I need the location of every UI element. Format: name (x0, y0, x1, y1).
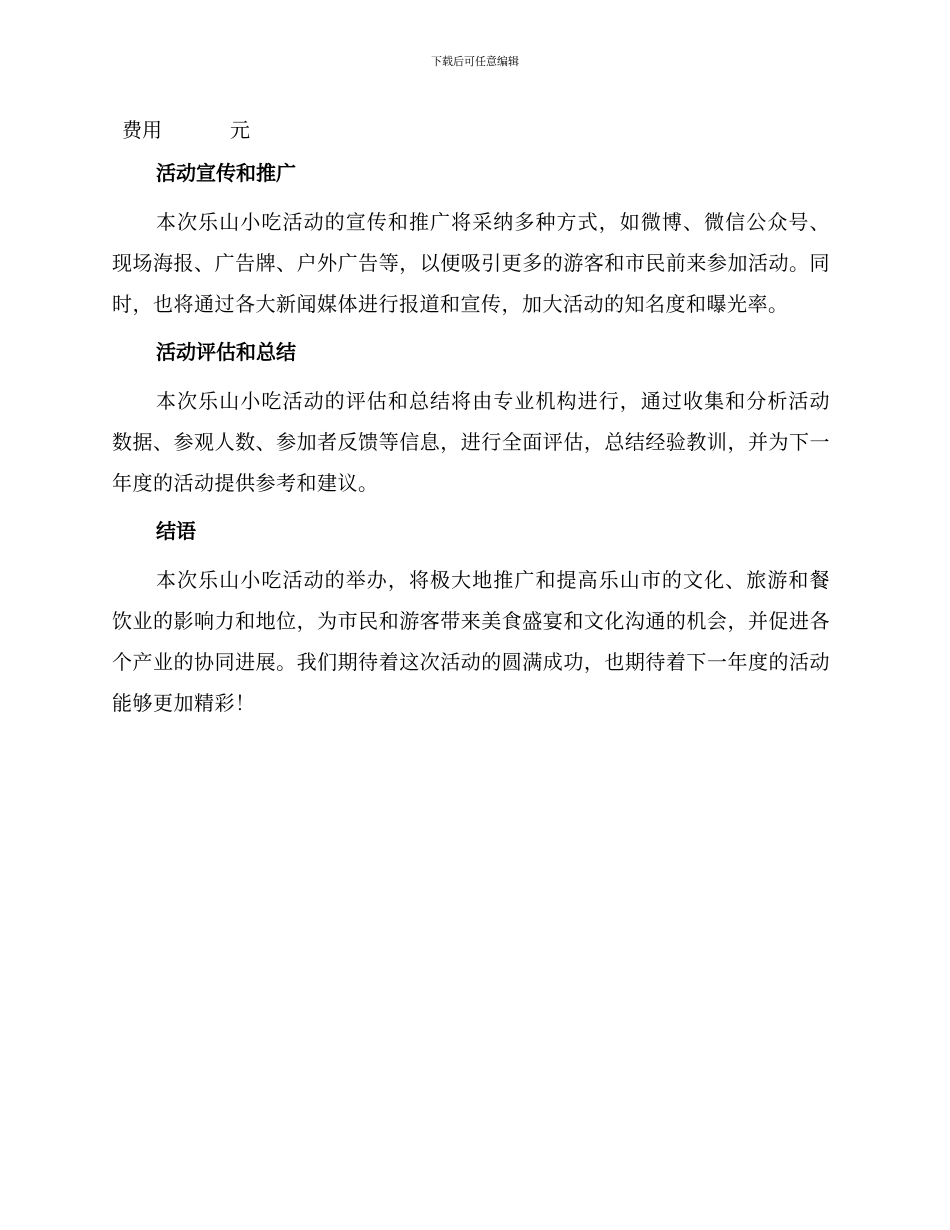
fee-unit: 元 (230, 118, 250, 142)
section-promotion (112, 158, 830, 325)
section-conclusion (112, 516, 830, 724)
page-header: 下载后可任意编辑 (431, 55, 519, 68)
section-heading: 活动宣传和推广 (156, 161, 296, 185)
fee-label: 费用 (122, 118, 162, 142)
section-evaluation (112, 337, 830, 504)
section-paragraph: 本次乐山小吃活动的评估和总结将由专业机构进行，通过收集和分析活动数据、参观人数、参加者反馈等信息，进行全面评估，总结经验教训，并为下一年度的活动提供参考和建议。 (112, 389, 830, 495)
section-paragraph: 本次乐山小吃活动的举办，将极大地推广和提高乐山市的文化、旅游和餐饮业的影响力和地位，为市民和游客带来美食盛宴和文化沟通的机会，并促进各个产业的协同进展。我们期待着这次活动的圆满成功，也期待着下一年度的活动能够更加精彩！ (112, 568, 830, 715)
section-heading: 结语 (156, 519, 196, 543)
section-heading: 活动评估和总结 (156, 340, 296, 364)
section-paragraph: 本次乐山小吃活动的宣传和推广将采纳多种方式，如微博、微信公众号、现场海报、广告牌、户外广告等，以便吸引更多的游客和市民前来参加活动。同时，也将通过各大新闻媒体进行报道和宣传，加大活动的知名度和曝光率。 (112, 210, 830, 316)
document-body (112, 158, 830, 736)
fee-line (122, 116, 250, 144)
